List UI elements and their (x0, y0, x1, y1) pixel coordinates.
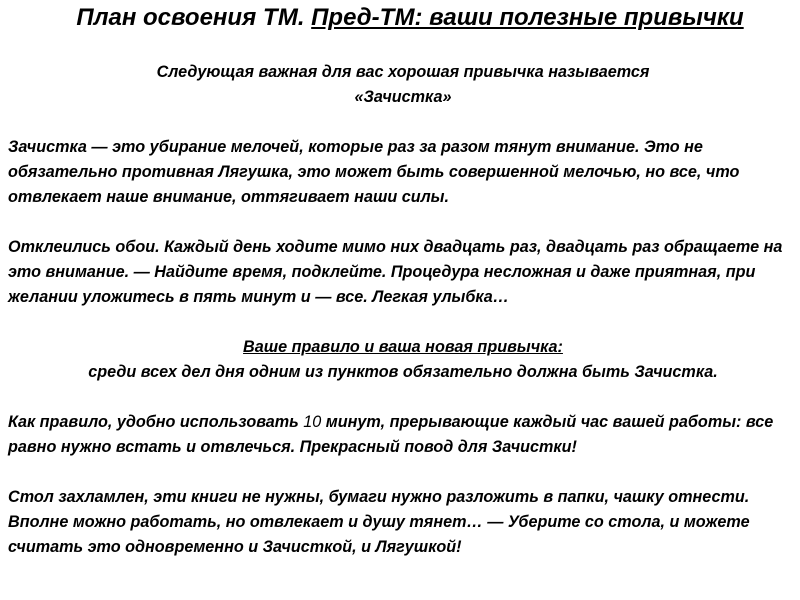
ten-minutes-text-before: Как правило, удобно использовать (8, 413, 304, 431)
title-part-plan: План освоения ТМ. (76, 4, 305, 31)
ten-minutes-number: 10 (303, 413, 322, 431)
spacer (8, 385, 798, 410)
paragraph-example-wallpaper: Отклеились обои. Каждый день ходите мимо них двадцать раз, двадцать раз обращаете на это внимание. — Найдите время, подклейте. Процедура несложная и даже приятная, при желании уложитесь в пять минут и — все. Легкая улыбка… (8, 238, 783, 306)
slide-body (8, 60, 798, 560)
spacer (8, 460, 798, 485)
title-part-habits: Пред-ТМ: ваши полезные привычки (311, 4, 744, 31)
spacer (8, 310, 798, 335)
intro-line: Следующая важная для вас хорошая привычка называется (156, 63, 650, 81)
slide-title (60, 3, 760, 33)
paragraph-definition: Зачистка — это убирание мелочей, которые раз за разом тянут внимание. Это не обязательно противная Лягушка, это может быть совершенной мелочью, но все, что отвлекает наше внимание, оттягивает наши силы. (8, 138, 740, 206)
spacer (8, 110, 798, 135)
spacer (8, 210, 798, 235)
intro-habit-name: «Зачистка» (354, 88, 452, 106)
ten-minutes-text-after: минут, прерывающие каждый час вашей работы: все равно нужно встать и отвлечься. Прекрасный повод для Зачистки! (8, 413, 774, 456)
paragraph-desk-example: Стол захламлен, эти книги не нужны, бумаги нужно разложить в папки, чашку отнести. Вполне можно работать, но отвлекает и душу тянет… — Уберите со стола, и можете считать это одновременно и Зачисткой, и Лягушкой! (8, 488, 750, 556)
paragraph-ten-minutes (8, 410, 798, 460)
rule-text: среди всех дел дня одним из пунктов обязательно должна быть Зачистка. (88, 363, 718, 381)
rule-heading: Ваше правило и ваша новая привычка: (243, 338, 563, 356)
